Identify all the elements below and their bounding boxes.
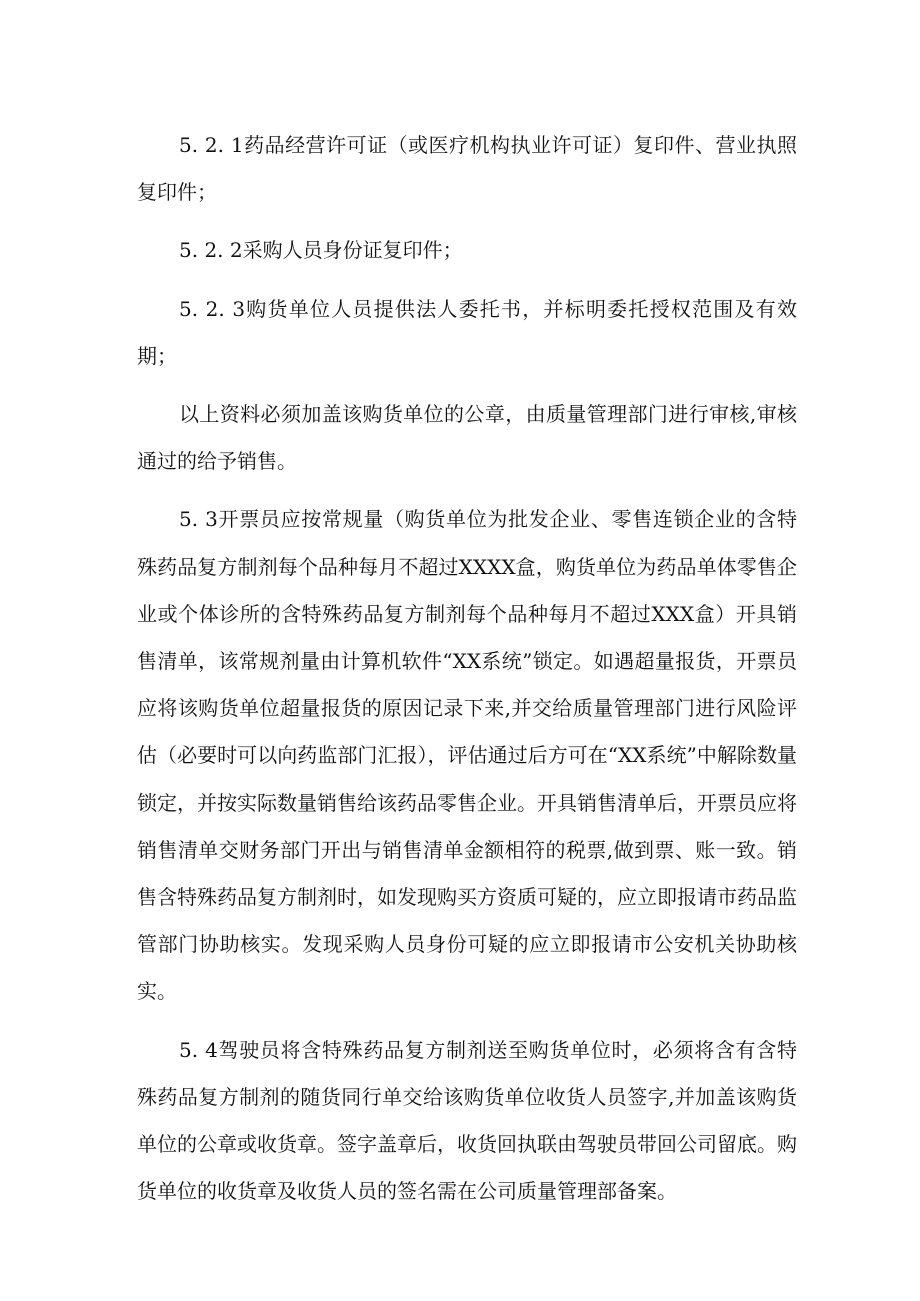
paragraph-review-note: 以上资料必须加盖该购货单位的公章，由质量管理部门进行审核,审核通过的给予销售。 (137, 402, 797, 474)
paragraph-5-2-2: 5. 2. 2采购人员身份证复印件； (179, 238, 463, 263)
paragraph-5-4: 5. 4驾驶员将含特殊药品复方制剂送至购货单位时，必须将含有含特殊药品复方制剂的随货同行单交给该购货单位收货人员签字,并加盖该购货单位的公章或收货章。签字盖章后，收货回执联由驾驶员带回公司留底。购货单位的收货章及收货人员的签名需在公司质量管理部备案。 (137, 1037, 797, 1204)
paragraph-5-2-1: 5. 2. 1药品经营许可证（或医疗机构执业许可证）复印件、营业执照复印件； (137, 133, 797, 205)
paragraph-5-3: 5. 3开票员应按常规量（购货单位为批发企业、零售连锁企业的含特殊药品复方制剂每个品种每月不超过XXXX盒，购货单位为药品单体零售企业或个体诊所的含特殊药品复方制剂每个品种每月不超过XXX盒）开具销售清单，该常规剂量由计算机软件“XX系统”锁定。如遇超量报货，开票员应将该购货单位超量报货的原因记录下来,并交给质量管理部门进行风险评估（必要时可以向药监部门汇报），评估通过后方可在“XX系统”中解除数量锁定，并按实际数量销售给该药品零售企业。开具销售清单后，开票员应将销售清单交财务部门开出与销售清单金额相符的税票,做到票、账一致。销售含特殊药品复方制剂时，如发现购买方资质可疑的，应立即报请市药品监管部门协助核实。发现采购人员身份可疑的应立即报请市公安机关协助核实。 (137, 507, 797, 1004)
paragraph-5-2-3: 5. 2. 3购货单位人员提供法人委托书，并标明委托授权范围及有效期； (137, 296, 797, 368)
document-body (137, 122, 797, 1226)
